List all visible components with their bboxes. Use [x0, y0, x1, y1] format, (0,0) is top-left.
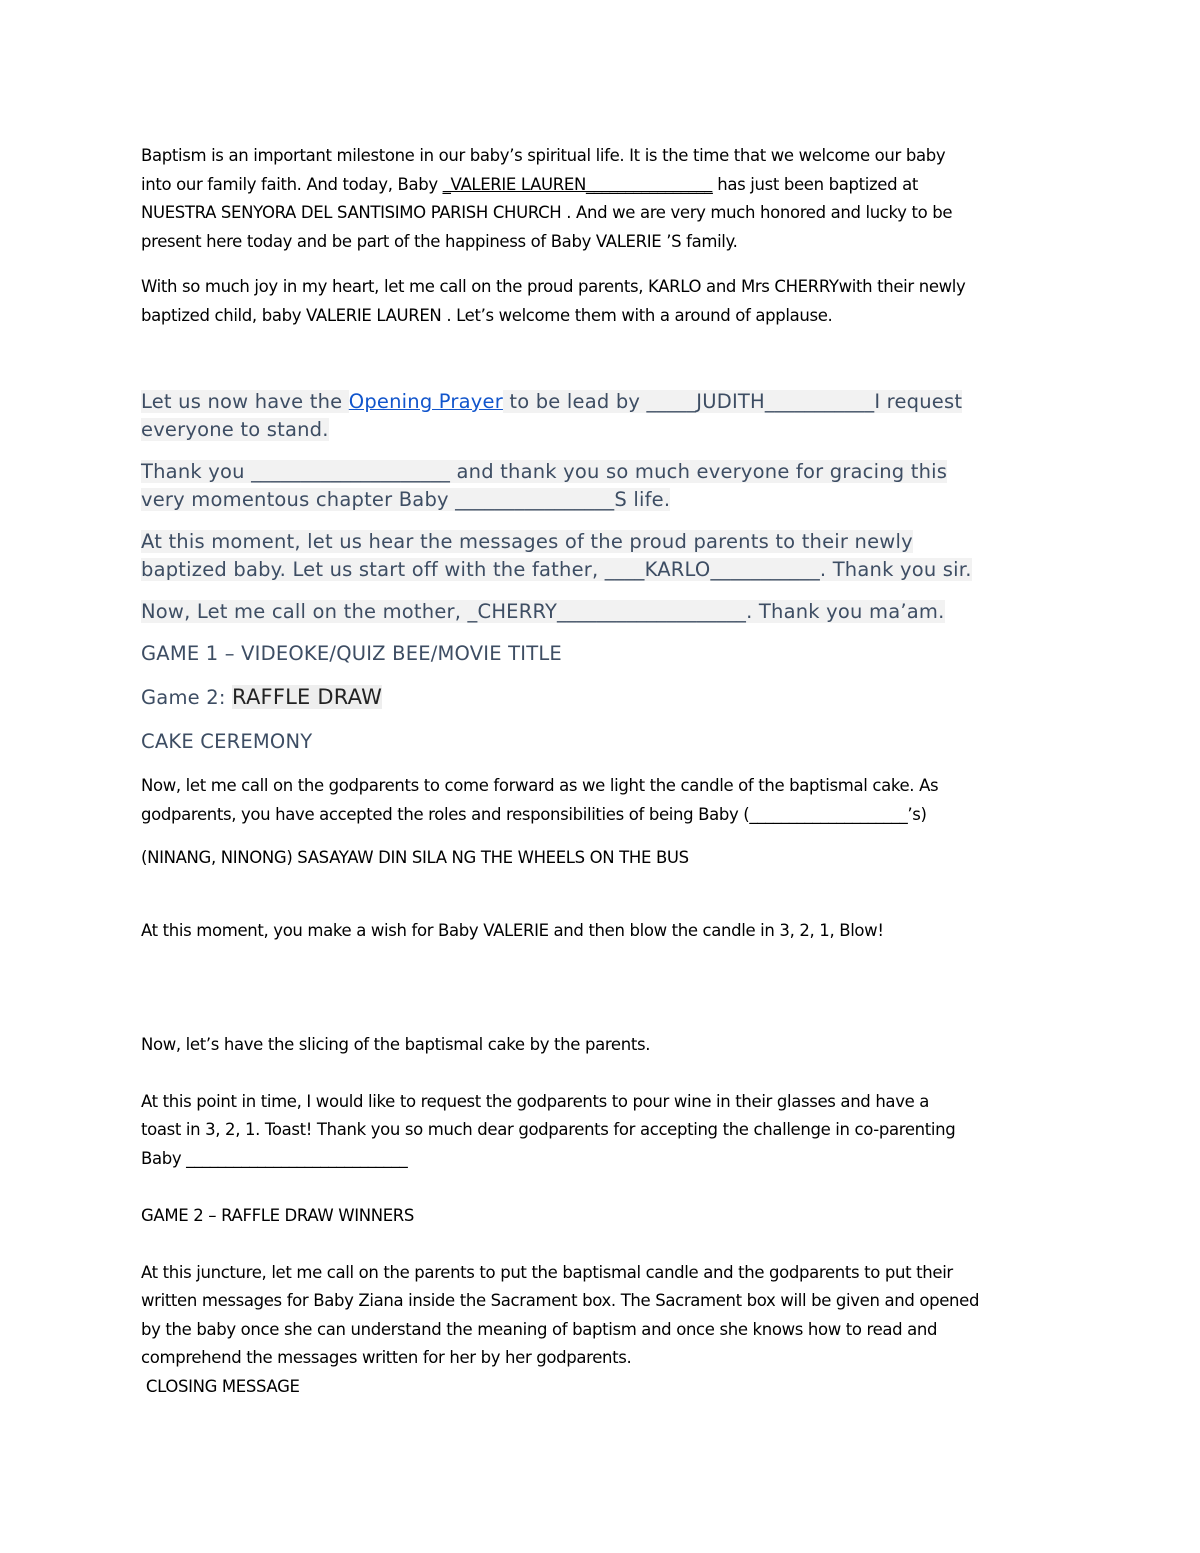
script-text: At this moment, let us hear the messages of the proud parents to their newly [141, 530, 913, 553]
document-body [141, 142, 1061, 1401]
script-line [141, 458, 1061, 486]
script-line [141, 416, 1061, 444]
body-line: godparents, you have accepted the roles and responsibilities of being Baby (____________________’s) [141, 804, 927, 824]
body-line: Baby ____________________________ [141, 1148, 408, 1168]
body-line: toast in 3, 2, 1. Toast! Thank you so much dear godparents for accepting the challenge in co-parenting [141, 1120, 956, 1139]
baby-name-field: _VALERIE LAUREN________________ [442, 174, 713, 194]
intro-line: Baptism is an important milestone in our baby’s spiritual life. It is the time that we welcome our baby [141, 146, 946, 165]
script-text: very momentous chapter Baby ________________S life. [141, 488, 671, 511]
script-text: Let us now have the [141, 390, 349, 413]
intro-line: NUESTRA SENYORA DEL SANTISIMO PARISH CHURCH . And we are very much honored and lucky to be [141, 203, 953, 222]
intro-line: With so much joy in my heart, let me call on the proud parents, KARLO and Mrs CHERRYwith their newly [141, 277, 966, 296]
script-line [141, 598, 1061, 626]
intro-line: present here today and be part of the happiness of Baby VALERIE ’S family. [141, 231, 738, 251]
godparents-paragraph [141, 772, 1061, 829]
intro-line [141, 171, 1061, 200]
script-text: Now, Let me call on the mother, _CHERRY___________________. Thank you ma’am. [141, 600, 945, 623]
body-line: At this juncture, let me call on the parents to put the baptismal candle and the godparents to put their [141, 1262, 953, 1282]
intro-text: has just been baptized at [712, 174, 918, 194]
raffle-winners-heading [141, 1202, 1061, 1231]
script-line [141, 683, 1061, 712]
game2-label: Game 2: [141, 686, 233, 709]
parents-messages-paragraph [141, 528, 1061, 584]
script-text: baptized baby. Let us start off with the father, ____KARLO___________. Thank you sir. [141, 558, 972, 581]
juncture-paragraph [141, 1259, 1061, 1402]
script-line: GAME 1 – VIDEOKE/QUIZ BEE/MOVIE TITLE [141, 642, 562, 665]
slicing-paragraph [141, 1031, 1061, 1060]
parents-intro-paragraph [141, 273, 1061, 330]
intro-line: baptized child, baby VALERIE LAUREN . Let’s welcome them with a around of applause. [141, 305, 833, 325]
toast-paragraph [141, 1088, 1061, 1174]
script-line [141, 388, 1061, 416]
cake-ceremony-heading [141, 728, 1061, 756]
mother-paragraph [141, 598, 1061, 626]
script-text: everyone to stand. [141, 418, 329, 441]
closing-message-heading: CLOSING MESSAGE [141, 1376, 300, 1396]
thanks-paragraph [141, 458, 1061, 514]
body-line: GAME 2 – RAFFLE DRAW WINNERS [141, 1206, 415, 1225]
wish-paragraph [141, 917, 1061, 946]
dance-paragraph [141, 844, 1061, 873]
body-line: by the baby once she can understand the meaning of baptism and once she knows how to read and [141, 1319, 938, 1339]
body-line: Now, let me call on the godparents to come forward as we light the candle of the baptismal cake. As [141, 776, 939, 795]
body-line: comprehend the messages written for her by her godparents. [141, 1348, 632, 1367]
script-line [141, 556, 1061, 584]
raffle-draw-value: RAFFLE DRAW [232, 685, 383, 709]
intro-paragraph [141, 142, 1061, 256]
script-text: to be lead by _____JUDITH___________I request [502, 390, 963, 413]
game1-heading [141, 640, 1061, 668]
opening-prayer-paragraph [141, 388, 1061, 444]
opening-prayer-link[interactable]: Opening Prayer [348, 390, 503, 413]
body-line: At this point in time, I would like to request the godparents to pour wine in their glasses and have a [141, 1091, 930, 1111]
script-line: CAKE CEREMONY [141, 730, 313, 753]
game2-heading [141, 683, 1061, 712]
body-line: At this moment, you make a wish for Baby VALERIE and then blow the candle in 3, 2, 1, Blow! [141, 920, 884, 940]
intro-text: into our family faith. And today, Baby [141, 174, 443, 194]
script-line [141, 486, 1061, 514]
script-line [141, 528, 1061, 556]
body-line: written messages for Baby Ziana inside the Sacrament box. The Sacrament box will be given and opened [141, 1291, 980, 1310]
script-text: Thank you ____________________ and thank you so much everyone for gracing this [141, 460, 948, 483]
body-line: (NINANG, NINONG) SASAYAW DIN SILA NG THE WHEELS ON THE BUS [141, 848, 689, 867]
body-line: Now, let’s have the slicing of the baptismal cake by the parents. [141, 1035, 651, 1054]
